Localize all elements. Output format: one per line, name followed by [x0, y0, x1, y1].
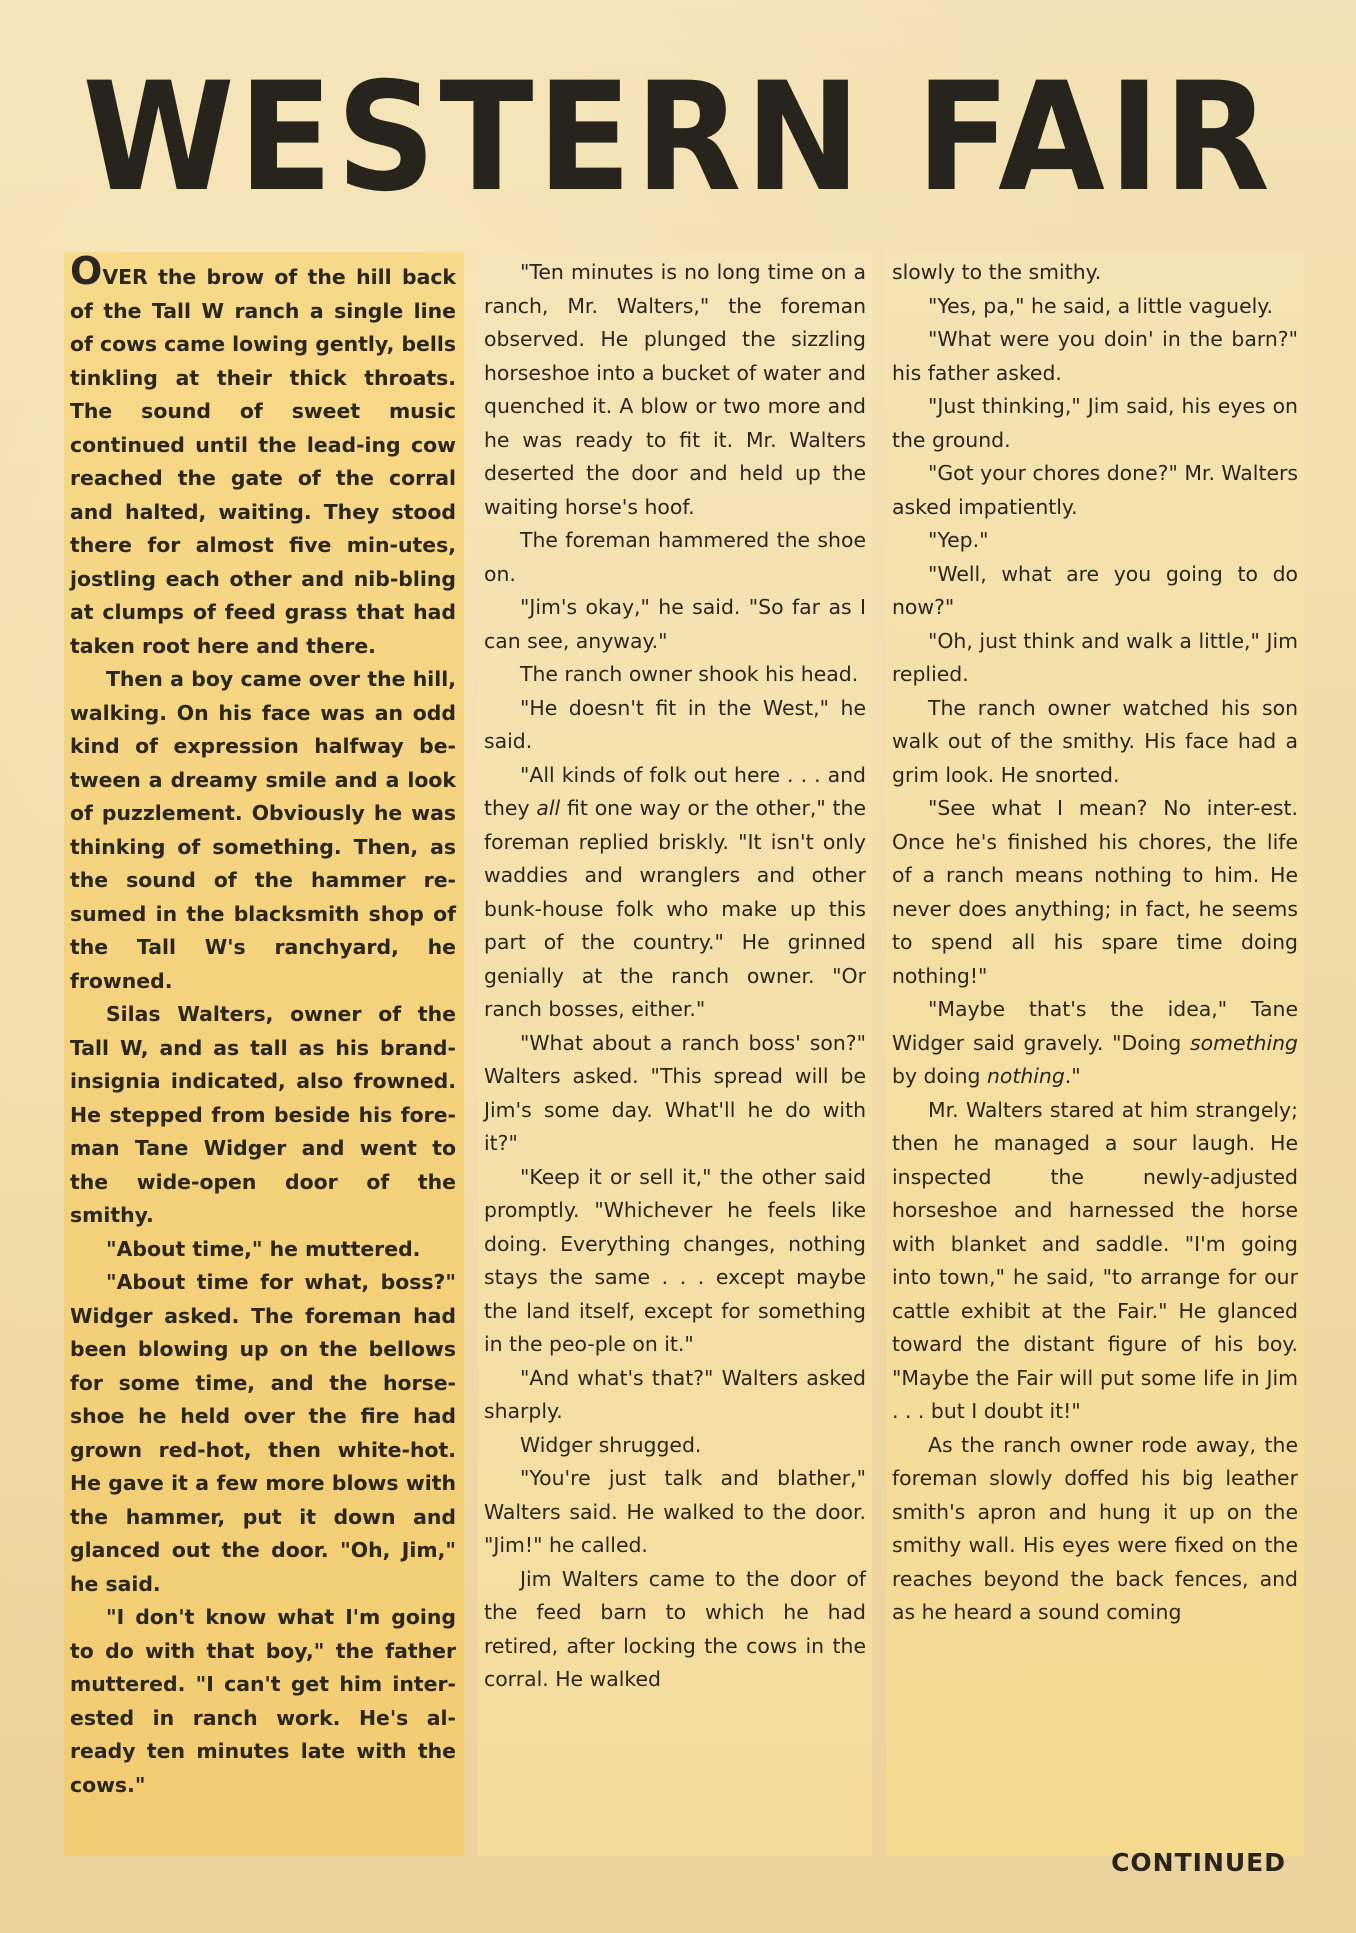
paragraph: "Oh, just think and walk a little," Jim replied. — [892, 628, 1298, 686]
paragraph: Mr. Walters stared at him strangely; then he managed a sour laugh. He inspected the newly-adjusted horseshoe and harnessed the horse with blanket and saddle. "I'm going into town," he said, "to arrange for our cattle exhibit at the Fair." He glanced toward the distant figure of his boy. "Maybe the Fair will put some life in Jim . . . but I doubt it!" — [892, 1097, 1298, 1423]
paragraph: As the ranch owner rode away, the foreman slowly doffed his big leather smith's apron and hung it up on the smithy wall. His eyes were fixed on the reaches beyond the back fences, and as he heard a sound coming — [892, 1432, 1298, 1624]
paragraph: OVER the brow of the hill back of the Tall W ranch a single line of cows came lowing gently, bells tinkling at their thick throats. The sound of sweet music continued until the lead-ing cow reached the gate of the corral and halted, waiting. They stood there for almost five min-utes, jostling each other and nib-bling at clumps of feed grass that had taken root here and there. — [70, 256, 456, 663]
paragraph: "Ten minutes is no long time on a ranch, Mr. Walters," the foreman observed. He plunged the sizzling horseshoe into a bucket of water and quenched it. A blow or two more and he was ready to fit it. Mr. Walters deserted the door and held up the waiting horse's hoof. — [484, 260, 866, 519]
paragraph: "Keep it or sell it," the other said promptly. "Whichever he feels like doing. Everything changes, nothing stays the same . . . except maybe the land itself, except for something in the peo-ple on it." — [484, 1164, 866, 1356]
paragraph: "Just thinking," Jim said, his eyes on the ground. — [892, 394, 1298, 452]
story-columns — [64, 252, 1304, 1856]
story-title: WESTERN FAIR — [82, 51, 1274, 225]
paragraph: Jim Walters came to the door of the feed barn to which he had retired, after locking the cows in the corral. He walked — [484, 1566, 866, 1691]
paragraph: "Yes, pa," he said, a little vaguely. — [928, 293, 1273, 318]
column-2 — [478, 252, 872, 1856]
paragraph: "About time for what, boss?" Widger asked. The foreman had been blowing up on the bellows for some time, and the horse-shoe he held over the fire had grown red-hot, then white-hot. He gave it a few more blows with the hammer, put it down and glanced out the door. "Oh, Jim," he said. — [70, 1270, 456, 1596]
paragraph: Widger shrugged. — [520, 1432, 702, 1457]
paragraph: "What were you doin' in the barn?" his father asked. — [892, 327, 1298, 385]
paragraph: "You're just talk and blather," Walters said. He walked to the door. "Jim!" he called. — [484, 1466, 866, 1557]
paragraph: The foreman hammered the shoe on. — [484, 528, 866, 586]
paragraph: "And what's that?" Walters asked sharply. — [484, 1365, 866, 1423]
paragraph: "Maybe that's the idea," Tane Widger said gravely. "Doing something by doing nothing." — [892, 997, 1298, 1088]
paragraph: The ranch owner shook his head. — [520, 662, 859, 686]
paragraph: "He doesn't fit in the West," he said. — [484, 695, 866, 753]
paragraph: Silas Walters, owner of the Tall W, and as tall as his brand-insignia indicated, also frowned. He stepped from beside his fore-man Tane Widger and went to the wide-open door of the smithy. — [70, 1002, 456, 1227]
paragraph: "About time," he muttered. — [106, 1236, 421, 1261]
paragraph: "Well, what are you going to do now?" — [892, 561, 1298, 619]
paragraph: slowly to the smithy. — [892, 260, 1102, 284]
paragraph: The ranch owner watched his son walk out of the smithy. His face had a grim look. He snorted. — [892, 695, 1298, 787]
drop-cap: O — [70, 252, 103, 293]
paragraph: "See what I mean? No inter-est. Once he's finished his chores, the life of a ranch means nothing to him. He never does anything; in fact, he seems to spend all his spare time doing nothing!" — [892, 796, 1298, 988]
continued-label: CONTINUED — [1111, 1848, 1286, 1877]
paragraph: Then a boy came over the hill, walking. On his face was an odd kind of expression halfway be-tween a dreamy smile and a look of puzzlement. Obviously he was thinking of something. Then, as the sound of the hammer re-sumed in the blacksmith shop of the Tall W's ranchyard, he frowned. — [70, 667, 456, 993]
paragraph: "All kinds of folk out here . . . and they all fit one way or the other," the foreman replied briskly. "It isn't only waddies and wranglers and other bunk-house folk who make up this part of the country." He grinned genially at the ranch owner. "Or ranch bosses, either." — [484, 762, 866, 1021]
column-3 — [886, 252, 1304, 1856]
column-1 — [64, 252, 464, 1856]
paragraph: "Got your chores done?" Mr. Walters asked impatiently. — [892, 461, 1298, 519]
paragraph: "I don't know what I'm going to do with that boy," the father muttered. "I can't get him inter-ested in ranch work. He's al-ready ten minutes late with the cows." — [70, 1605, 456, 1797]
paragraph: "Jim's okay," he said. "So far as I can see, anyway." — [484, 595, 866, 653]
paragraph: "Yep." — [928, 528, 989, 552]
paragraph: "What about a ranch boss' son?" Walters asked. "This spread will be Jim's some day. What'll he do with it?" — [484, 1030, 866, 1155]
